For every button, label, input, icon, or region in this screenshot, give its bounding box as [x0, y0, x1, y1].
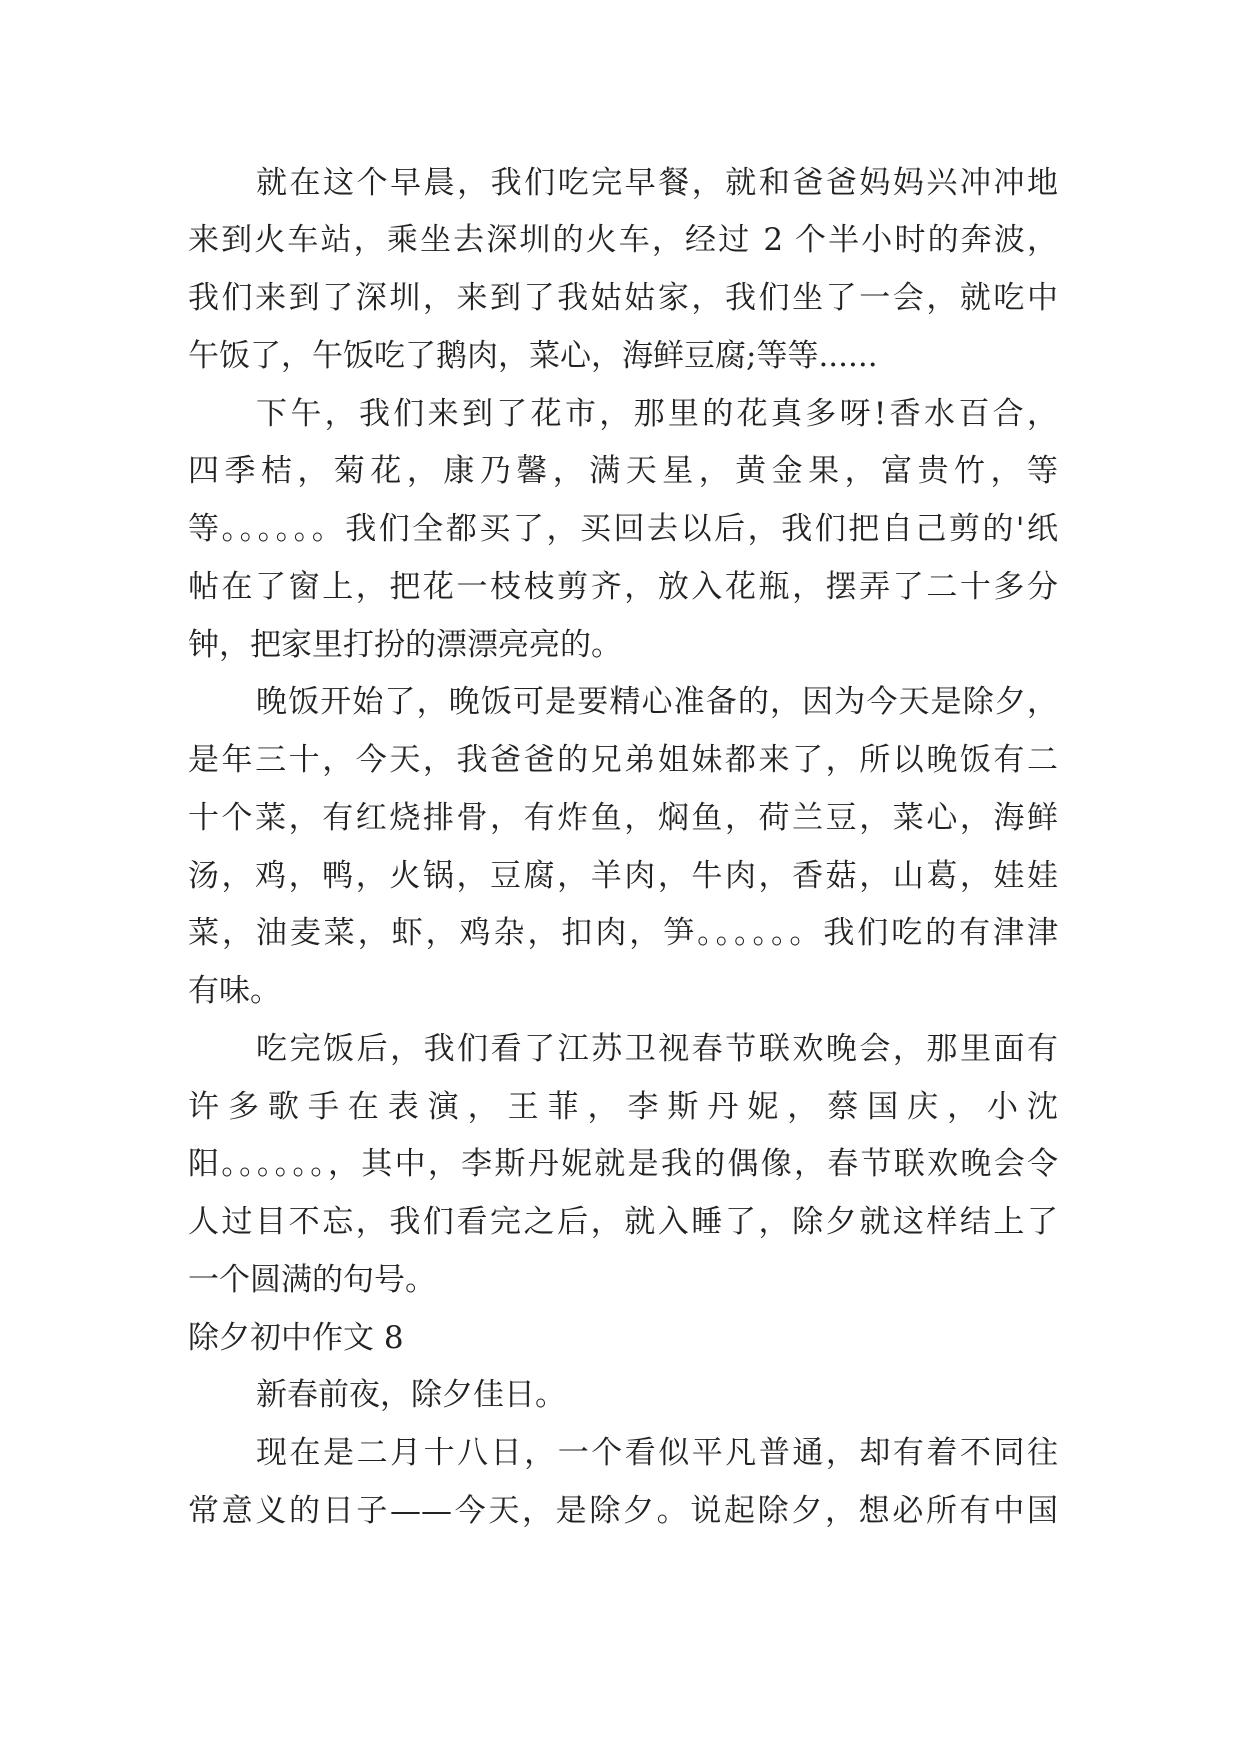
paragraph-line: 人过目不忘，我们看完之后，就入睡了，除夕就这样结上了 — [188, 1204, 1058, 1240]
paragraph-line: 常意义的日子——今天，是除夕。说起除夕，想必所有中国 — [188, 1493, 1058, 1529]
paragraph-line: 帖在了窗上，把花一枝枝剪齐，放入花瓶，摆弄了二十多分 — [188, 569, 1058, 605]
paragraph-line: 午饭了，午饭吃了鹅肉，菜心，海鲜豆腐;等等...... — [188, 338, 878, 374]
section-heading: 除夕初中作文 8 — [188, 1320, 404, 1356]
paragraph-line: 四季桔，菊花，康乃馨，满天星，黄金果，富贵竹，等 — [188, 453, 1058, 489]
paragraph-line: 来到火车站，乘坐去深圳的火车，经过 2 个半小时的奔波， — [188, 222, 1058, 258]
paragraph-line: 晚饭开始了，晚饭可是要精心准备的，因为今天是除夕， — [256, 684, 1058, 720]
paragraph-line: 钟，把家里打扮的漂漂亮亮的。 — [188, 627, 622, 663]
paragraph-line: 下午，我们来到了花市，那里的花真多呀!香水百合， — [256, 396, 1058, 432]
paragraph-line: 新春前夜，除夕佳日。 — [256, 1377, 566, 1413]
paragraph-line: 是年三十，今天，我爸爸的兄弟姐妹都来了，所以晚饭有二 — [188, 742, 1058, 778]
paragraph-line: 等。。。。。。我们全都买了，买回去以后，我们把自己剪的'纸 — [188, 511, 1058, 547]
paragraph-line: 菜，油麦菜，虾，鸡杂，扣肉，笋。。。。。。我们吃的有津津 — [188, 915, 1058, 951]
paragraph-line: 汤，鸡，鸭，火锅，豆腐，羊肉，牛肉，香菇，山葛，娃娃 — [188, 858, 1058, 894]
paragraph-line: 十个菜，有红烧排骨，有炸鱼，焖鱼，荷兰豆，菜心，海鲜 — [188, 800, 1058, 836]
paragraph-line: 有味。 — [188, 973, 281, 1009]
paragraph-line: 我们来到了深圳，来到了我姑姑家，我们坐了一会，就吃中 — [188, 280, 1058, 316]
paragraph-line: 现在是二月十八日，一个看似平凡普通，却有着不同往 — [256, 1435, 1058, 1471]
paragraph-line: 吃完饭后，我们看了江苏卫视春节联欢晚会，那里面有 — [256, 1031, 1058, 1067]
paragraph-line: 许多歌手在表演，王菲，李斯丹妮，蔡国庆，小沈 — [188, 1089, 1058, 1125]
paragraph-line: 就在这个早晨，我们吃完早餐，就和爸爸妈妈兴冲冲地 — [256, 165, 1058, 201]
paragraph-line: 一个圆满的句号。 — [188, 1262, 436, 1298]
paragraph-line: 阳。。。。。。，其中，李斯丹妮就是我的偶像，春节联欢晚会令 — [188, 1146, 1058, 1182]
